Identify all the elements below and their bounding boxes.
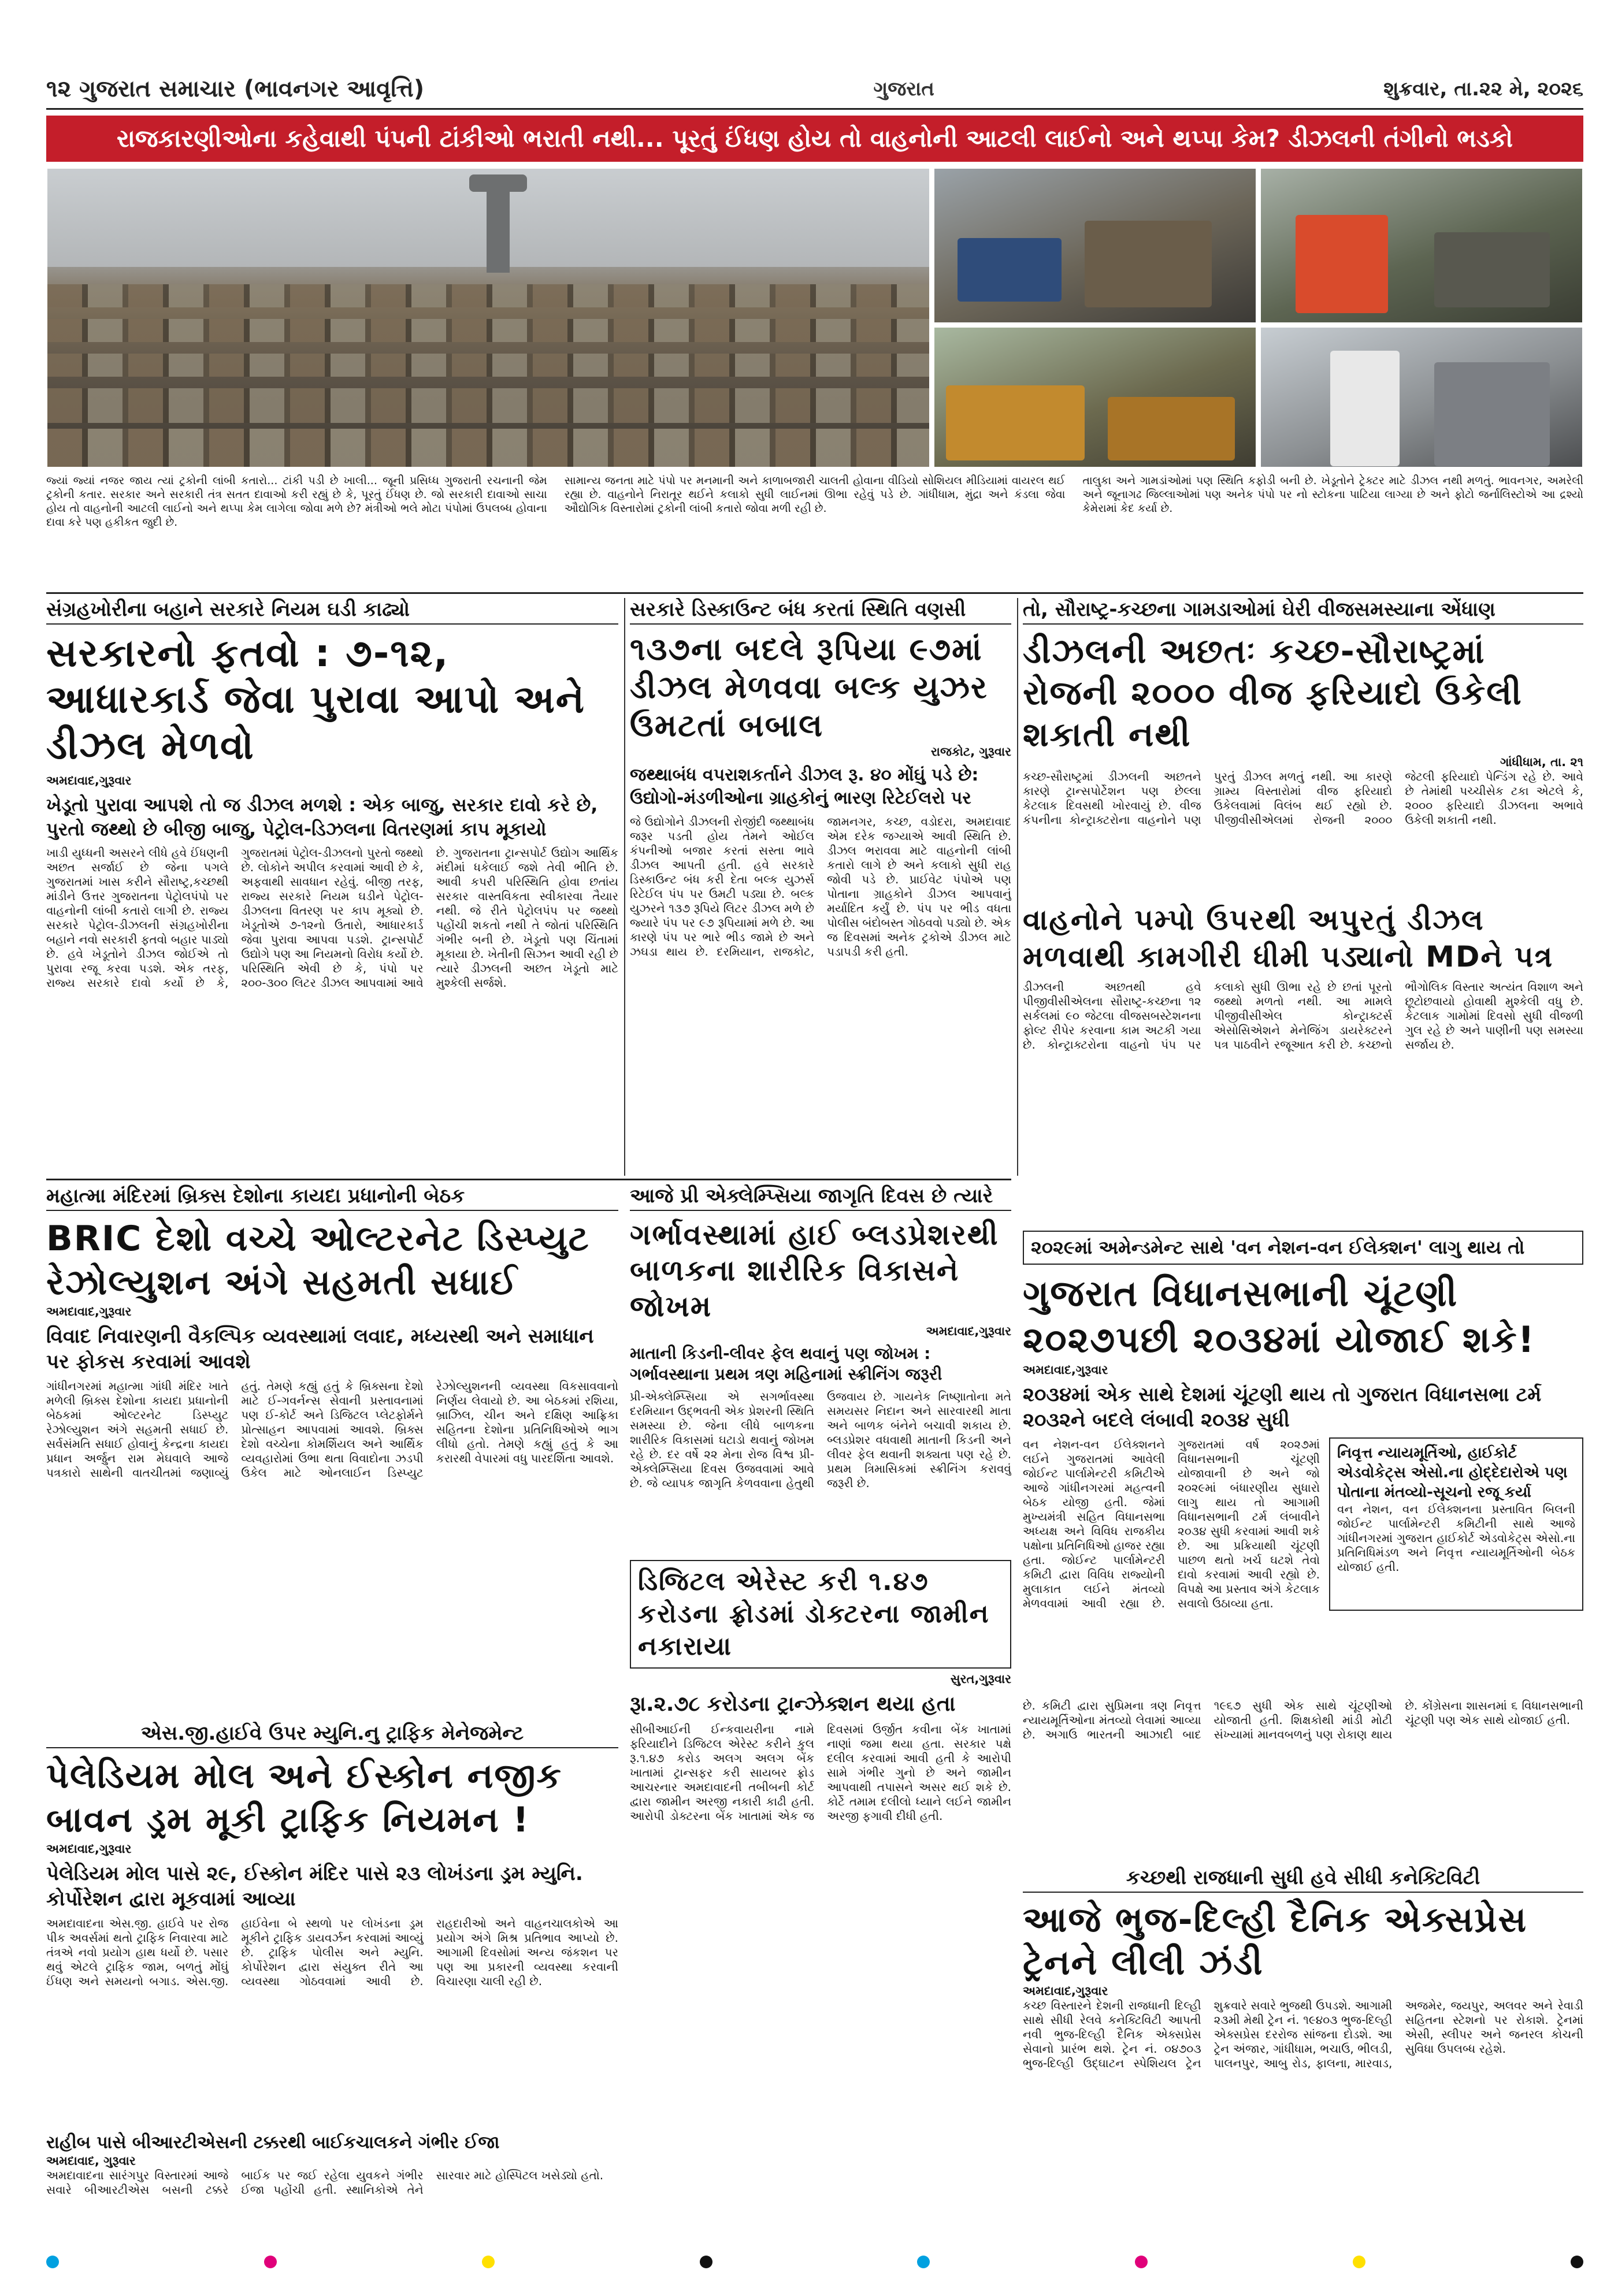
kicker: તો, સૌરાષ્ટ્ર-કચ્છના ગામડાઓમાં ઘેરી વીજસમસ્યાના એંધાણ: [1023, 598, 1583, 625]
black-mark-icon: [700, 2256, 712, 2268]
side-box-body: વન નેશન, વન ઈલેક્શનના પ્રસ્તાવિત બિલની જોઈન્ટ પાર્લામેન્ટરી કમિટીની સાથે આજે ગાંધીનગરમાં ગુજરાત હાઈકોર્ટ એડવોકેટ્સ એસો.ના પ્રતિનિધિમંડળ અને નિવૃત્ત ન્યાયમૂર્તિઓની બેઠક યોજાઈ હતી.: [1337, 1502, 1575, 1574]
print-registration-marks: [46, 2253, 1583, 2271]
black-mark-icon: [1571, 2256, 1583, 2268]
subheadline: જથ્થાબંધ વપરાશકર્તાને ડીઝલ રૂ. ૪૦ મોંઘું પડે છે: ઉદ્યોગો-મંડળીઓના ગ્રાહકોનું ભારણ રિટેઈલરો પર: [630, 765, 979, 808]
fuel-pump-photo: [1260, 326, 1583, 468]
kicker: કચ્છથી રાજધાની સુધી હવે સીધી કનેક્ટિવિટી: [1023, 1866, 1583, 1893]
dateline: સુરત,ગુરૂવાર: [950, 1672, 1011, 1686]
headline: વાહનોને પમ્પો ઉપરથી અપુરતું ડીઝલ મળવાથી કામગીરી ધીમી પડ્યાનો MDને પત્ર: [1023, 903, 1554, 974]
headline: ડીઝલની અછતઃ કચ્છ-સૌરાષ્ટ્રમાં રોજની ૨૦૦૦ વીજ ફરિયાદો ઉકેલી શકાતી નથી: [1023, 631, 1523, 754]
magenta-mark-icon: [1135, 2256, 1148, 2268]
article-sg-highway: [46, 1722, 618, 2126]
article-continuation: [1023, 1699, 1583, 1860]
trucks-queue-photo: [46, 168, 930, 468]
article-md-letter: [1023, 901, 1583, 1225]
article-body: જે ઉદ્યોગોને ડીઝલની રોજીંદી જથ્થાબંધ જરૂર પડતી હોય તેમને ઓઈલ કંપનીઓ બજાર કરતાં સસ્તા ભાવે ડીઝલ આપતી હતી. હવે સરકારે ડિસ્કાઉન્ટ બંધ કરી દેતા બલ્ક યુઝર્સ રિટેઈલ પંપ પર ઉમટી પડ્યા છે. બલ્ક યુઝરને ૧૩૭ રૂપિયે લિટર ડીઝલ મળે છે જ્યારે પંપ પર ૯૭ રૂપિયામાં મળે છે. આ કારણે પંપ પર ભારે ભીડ જામે છે અને ઝઘડા થાય છે. દરમિયાન, રાજકોટ, જામનગર, કચ્છ, વડોદરા, અમદાવાદ એમ દરેક જગ્યાએ આવી સ્થિતિ છે. ડીઝલ ભરાવવા માટે વાહનોની લાંબી કતારો લાગે છે અને કલાકો સુધી રાહ જોવી પડે છે. પ્રાઈવેટ પંપોએ પણ પોતાના ગ્રાહકોને ડીઝલ આપવાનું મર્યાદિત કર્યું છે. પંપ પર ભીડ વધતા પોલીસ બંદોબસ્ત ગોઠવવો પડ્યો છે. એક જ દિવસમાં અનેક ટ્રકોએ ડીઝલ માટે પડાપડી કરી હતી.: [630, 815, 1011, 958]
dateline: અમદાવાદ,ગુરૂવાર: [1023, 1984, 1108, 1998]
newspaper-name: ૧૨ ગુજરાત સમાચાર (ભાવનગર આવૃત્તિ): [46, 75, 425, 102]
divider: [46, 1179, 1011, 1180]
kicker: સરકારે ડિસ્કાઉન્ટ બંધ કરતાં સ્થિતિ વણસી: [630, 598, 1011, 625]
article-body: કચ્છ-સૌરાષ્ટ્રમાં ડીઝલની અછતને કારણે ટ્રાન્સપોર્ટેશન પણ છેલ્લા કેટલાક દિવસથી ખોરવાયું છે. વીજ કંપનીના કોન્ટ્રાક્ટરોના વાહનોને પણ પુરતું ડીઝલ મળતું નથી. આ કારણે ગ્રામ્ય વિસ્તારોમાં વીજ ફરિયાદો ઉકેલવામાં વિલંબ થઈ રહ્યો છે. પીજીવીસીએલમાં રોજની ૨૦૦૦ જેટલી ફરિયાદો પેન્ડિંગ રહે છે. આવે છે તેમાંથી પચ્ચીસેક ટકા એટલે કે, ૨૦૦૦ ફરિયાદો ડીઝલના અભાવે ઉકેલી શકાતી નથી.: [1023, 770, 1583, 827]
article-body: ડીઝલની અછતથી હવે પીજીવીસીએલના સૌરાષ્ટ્ર-કચ્છના ૧૨ સર્કલમાં ૯૦ જેટલા વીજસબસ્ટેશનના ફોલ્ટ રીપેર કરવાના કામ અટકી ગયા છે. કોન્ટ્રાક્ટરોના વાહનો પંપ પર કલાકો સુધી ઊભા રહે છે છતાં પૂરતો જથ્થો મળતો નથી. આ મામલે પીજીવીસીએલ કોન્ટ્રાક્ટર્સ એસોસિએશને મેનેજિંગ ડાયરેક્ટરને પત્ર પાઠવીને રજૂઆત કરી છે. કચ્છનો ભૌગોલિક વિસ્તાર અત્યંત વિશાળ અને છૂટોછવાયો હોવાથી મુશ્કેલી વધુ છે. કેટલાક ગામોમાં દિવસો સુધી વીજળી ગુલ રહે છે અને પાણીની પણ સમસ્યા સર્જાય છે.: [1023, 980, 1583, 1052]
truck-line-photo: [933, 326, 1257, 468]
pump-queue-photo-2: [1260, 168, 1583, 324]
dateline: અમદાવાદ,ગુરૂવાર: [46, 1305, 132, 1318]
side-box: [1329, 1437, 1583, 1611]
caption-col-2: સામાન્ય જનતા માટે પંપો પર મનમાની અને કાળાબજારી ચાલતી હોવાના વીડિયો સોશિયલ મીડિયામાં વાયરલ થઈ રહ્યા છે. વાહનોને નિરાતૂર થઈને કલાકો સુધી લાઈનમાં ઊભા રહેવું પડે છે. ગાંધીધામ, મુંદ્રા અને કંડલા જેવા ઔદ્યોગિક વિસ્તારોમાં ટ્રકોની લાંબી કતારો જોવા મળી રહી છે.: [564, 474, 1066, 515]
article-brics: [46, 1184, 618, 1716]
cyan-mark-icon: [917, 2256, 930, 2268]
subheadline: વિવાદ નિવારણની વૈકલ્પિક વ્યવસ્થામાં લવાદ, મધ્યસ્થી અને સમાધાન પર ફોકસ કરવામાં આવશે: [46, 1325, 594, 1373]
article-body: ગાંધીનગરમાં મહાત્મા ગાંધી મંદિર ખાતે મળેલી બ્રિક્સ દેશોના કાયદા પ્રધાનોની બેઠકમાં ઓલ્ટરનેટ ડિસ્પ્યુટ રેઝોલ્યુશન અંગે સહમતી સધાઈ છે. સર્વસંમતિ સધાઈ હોવાનું કેન્દ્રના કાયદા પ્રધાન અર્જુન રામ મેઘવાલે આજે પત્રકારો સાથેની વાતચીતમાં જણાવ્યું હતું. તેમણે કહ્યું હતું કે બ્રિક્સના દેશો માટે ઈ-ગવર્નન્સ સેવાની પ્રસ્તાવનામાં પણ ઈ-કોર્ટ અને ડિજિટલ પ્લેટફોર્મને પ્રોત્સાહન આપવામાં આવશે. બ્રિક્સ દેશો વચ્ચેના કોમર્શિયલ અને આર્થિક વ્યવહારોમાં ઉભા થતા વિવાદોના ઝડપી ઉકેલ માટે ઓનલાઈન ડિસ્પ્યુટ રેઝોલ્યુશનની વ્યવસ્થા વિકસાવવાનો નિર્ણય લેવાયો છે. આ બેઠકમાં રશિયા, બ્રાઝિલ, ચીન અને દક્ષિણ આફ્રિકા સહિતના દેશોના પ્રતિનિધિઓએ ભાગ લીધો હતો. તેમણે કહ્યું હતું કે આ કરારથી વેપારમાં વધુ પારદર્શિતા આવશે.: [46, 1379, 618, 1480]
photo-caption: [46, 474, 1583, 589]
issue-date: શુક્રવાર, તા.૨૨ મે, ૨૦૨૬: [1383, 77, 1583, 101]
article-one-nation-election: [1023, 1231, 1583, 1693]
headline: આજે ભુજ-દિલ્હી દૈનિક એક્સપ્રેસ ટ્રેનને લીલી ઝંડી: [1023, 1900, 1527, 1983]
kicker: આજે પ્રી એક્લેમ્પ્સિયા જાગૃતિ દિવસ છે ત્યારે: [630, 1184, 1011, 1211]
article-body: અમદાવાદના સારંગપુર વિસ્તારમાં આજે સવારે બીઆરટીએસ બસની ટક્કરે બાઈક પર જઈ રહેલા યુવકને ગંભીર ઈજા પહોંચી હતી. સ્થાનિકોએ તેને સારવાર માટે હોસ્પિટલ ખસેડ્યો હતો.: [46, 2168, 604, 2197]
article-body: ખાડી યુધ્ધની અસરને લીધે હવે ઈંધણની અછત સર્જાઈ છે જેના પગલે ગુજરાતમાં ખાસ કરીને સૌરાષ્ટ્ર,કચ્છથી માંડીને ઉત્તર ગુજરાતના પેટ્રોલપંપો પર વાહનોની લાંબી કતારો લાગી છે. રાજ્ય સરકારે પેટ્રોલ-ડીઝલની સંગ્રહખોરીના બહાને નવો સરકારી ફતવો બહાર પાડ્યો છે. હવે ખેડૂતોને ડીઝલ જોઈએ તો પુરાવા રજૂ કરવા પડશે. એક તરફ, રાજ્ય સરકારે દાવો કર્યો છે કે, ગુજરાતમાં પેટ્રોલ-ડીઝલનો પુરતો જથ્થો છે. લોકોને અપીલ કરવામાં આવી છે કે, અફવાથી સાવધાન રહેવું. બીજી તરફ, રાજ્ય સરકારે નિયમ ઘડીને પેટ્રોલ-ડીઝલના વિતરણ પર કાપ મૂક્યો છે. ખેડૂતોએ ૭-૧૨નો ઉતારો, આધારકાર્ડ જેવા પુરાવા આપવા પડશે. ટ્રાન્સપોર્ટ ઉદ્યોગે પણ આ નિયમનો વિરોધ કર્યો છે. પરિસ્થિતિ એવી છે કે, પંપો પર ૨૦૦-૩૦૦ લિટર ડીઝલ આપવામાં આવે છે. ગુજરાતના ટ્રાન્સપોર્ટ ઉદ્યોગ આર્થિક મંદીમાં ધકેલાઈ જશે તેવી ભીતિ છે. આવી કપરી પરિસ્થિતિ હોવા છતાંય સરકાર વાસ્તવિકતા સ્વીકારવા તૈયાર નથી. જે રીતે પેટ્રોલપંપ પર જથ્થો પહોંચી શકતો નથી તે જોતાં પરિસ્થિતિ ગંભીર બની છે. ખેડૂતો પણ ચિંતામાં મૂકાયા છે. ખેતીની સિઝન આવી રહી છે ત્યારે ડીઝલની અછત ખેડૂતો માટે મુશ્કેલી સર્જશે.: [46, 846, 618, 990]
headline: ૧૩૭ના બદલે રૂપિયા ૯૭માં ડીઝલ મેળવવા બલ્ક યુઝર ઉમટતાં બબાલ: [630, 631, 988, 744]
article-body: કચ્છ વિસ્તારને દેશની રાજધાની દિલ્હી સાથે સીધી રેલવે કનેક્ટિવિટી આપતી નવી ભુજ-દિલ્હી દૈનિક એક્સપ્રેસ સેવાનો પ્રારંભ થશે. ટ્રેન નં. ૦૪૭૦૩ ભુજ-દિલ્હી ઉદ્ઘાટન સ્પેશિયલ ટ્રેન શુક્રવારે સવારે ભુજથી ઉપડશે. આગામી ૨૩મી મેથી ટ્રેન નં. ૧૯૪૦૩ ભુજ-દિલ્હી એક્સપ્રેસ દરરોજ સાંજના દોડશે. આ ટ્રેન અંજાર, ગાંધીધામ, ભચાઉ, ભીલડી, પાલનપુર, આબુ રોડ, ફાલના, મારવાડ, અજમેર, જયપુર, અલવર અને રેવાડી સહિતના સ્ટેશનો પર રોકાશે. ટ્રેનમાં એસી, સ્લીપર અને જનરલ કોચની સુવિધા ઉપલબ્ધ રહેશે.: [1023, 1998, 1583, 2070]
top-banner-headline: રાજકારણીઓના કહેવાથી પંપની ટાંકીઓ ભરાતી નથી... પૂરતું ઈંધણ હોય તો વાહનોની આટલી લાઈનો અને થપ્પા કેમ? ડીઝલની તંગીનો ભડકો: [46, 116, 1583, 162]
article-body: વન નેશન-વન ઈલેક્શનને લઈને ગુજરાતમાં આવેલી જોઈન્ટ પાર્લામેન્ટરી કમિટીએ આજે ગાંધીનગરમાં મહત્વની બેઠક યોજી હતી. જેમાં મુખ્યમંત્રી સહિત વિધાનસભા અધ્યક્ષ અને વિવિધ રાજકીય પક્ષોના પ્રતિનિધિઓ હાજર રહ્યા હતા. જોઈન્ટ પાર્લામેન્ટરી કમિટી દ્વારા વિવિધ રાજ્યોની મુલાકાત લઈને મંતવ્યો મેળવવામાં આવી રહ્યા છે. ગુજરાતમાં વર્ષ ૨૦૨૭માં વિધાનસભાની ચૂંટણી યોજાવાની છે અને જો ૨૦૨૯માં બંધારણીય સુધારો લાગુ થાય તો આગામી વિધાનસભાની ટર્મ લંબાવીને ૨૦૩૪ સુધી કરવામાં આવી શકે છે. આ પ્રક્રિયાથી ચૂંટણી પાછળ થતો ખર્ચ ઘટશે તેવો દાવો કરવામાં આવી રહ્યો છે. વિપક્ષે આ પ્રસ્તાવ અંગે કેટલાક સવાલો ઉઠાવ્યા હતા.: [1023, 1437, 1320, 1610]
article-body: સીબીઆઈની ઈન્કવાયરીના નામે ફરિયાદીને ડિજિટલ એરેસ્ટ કરીને કુલ રૂ.૧.૪૭ કરોડ અલગ અલગ બેંક ખાતામાં ટ્રાન્સફર કરી સાયબર ફ્રોડ આચરનાર અમદાવાદની તબીબની કોર્ટ દ્વારા જામીન અરજી નકારી કાઢી હતી. આરોપી ડોક્ટરના બેંક ખાતામાં એક જ દિવસમાં ઉર્જીત કવીના બેંક ખાતામાં નાણાં જમા થયા હતા. સરકાર પક્ષે દલીલ કરવામાં આવી હતી કે આરોપી સામે ગંભીર ગુનો છે અને જામીન આપવાથી તપાસને અસર થઈ શકે છે. કોર્ટે તમામ દલીલો ધ્યાને લઈને જામીન અરજી ફગાવી દીધી હતી.: [630, 1722, 1011, 1823]
kicker: એસ.જી.હાઈવે ઉપર મ્યુનિ.નુ ટ્રાફિક મેનેજમેન્ટ: [46, 1722, 618, 1748]
dateline: અમદાવાદ,ગુરૂવાર: [46, 1842, 132, 1856]
subheadline: ૨૦૩૪માં એક સાથે દેશમાં ચૂંટણી થાય તો ગુજરાત વિધાનસભા ટર્મ ૨૦૩૨ને બદલે લંબાવી ૨૦૩૪ સુધી: [1023, 1383, 1542, 1432]
cyan-mark-icon: [46, 2256, 59, 2268]
article-bulk-diesel: [630, 598, 1011, 1176]
subheadline: ખેડૂતો પુરાવા આપશે તો જ ડીઝલ મળશે : એક બાજુ, સરકાર દાવો કરે છે, પુરતો જથ્થો છે બીજી બાજુ, પેટ્રોલ-ડિઝલના વિતરણમાં કાપ મૂકાયો: [46, 794, 598, 840]
caption-col-3: તાલુકા અને ગામડાંઓમાં પણ સ્થિતિ કફોડી બની છે. ખેડૂતોને ટ્રેક્ટર માટે ડીઝલ નથી મળતું. ભાવનગર, અમરેલી અને જૂનાગઢ જિલ્લાઓમાં પણ અનેક પંપો પર નો સ્ટોકના પાટિયા લાગ્યા છે અને ફોટો જર્નાલિસ્ટોએ આ દ્રશ્યો કેમેરામાં કેદ કર્યા છે.: [1082, 474, 1584, 515]
magenta-mark-icon: [264, 2256, 277, 2268]
subheadline: પેલેડિયમ મોલ પાસે ૨૯, ઈસ્કોન મંદિર પાસે ૨૩ લોખંડના ડ્રમ મ્યુનિ. કોર્પોરેશન દ્વારા મૂકવામાં આવ્યા: [46, 1862, 583, 1911]
article-body: પ્રી-એક્લેમ્પ્સિયા એ સગર્ભાવસ્થા દરમિયાન ઉદ્ભવતી એક પ્રેશરની સ્થિતિ સમસ્યા છે. જેના લીધે બાળકના શારીરિક વિકાસમાં ઘટાડો થવાનું જોખમ રહે છે. દર વર્ષે ૨૨ મેના રોજ વિશ્વ પ્રી-એક્લેમ્પ્સિયા દિવસ ઉજવવામાં આવે છે. જે વ્યાપક જાગૃતિ કેળવવાના હેતુથી ઉજવાય છે. ગાયનેક નિષ્ણાતોના મતે સમયસર નિદાન અને સારવારથી માતા અને બાળક બંનેને બચાવી શકાય છે. બ્લડપ્રેશર વધવાથી માતાની કિડની અને લીવર ફેલ થવાની શક્યતા પણ રહે છે. પ્રથમ ત્રિમાસિકમાં સ્ક્રીનિંગ કરાવવું જરૂરી છે.: [630, 1390, 1011, 1490]
article-body: અમદાવાદના એસ.જી. હાઈવે પર રોજ પીક અવર્સમાં થતો ટ્રાફિક નિવારવા માટે તંત્રએ નવો પ્રયોગ હાથ ધર્યો છે. પસાર થવું એટલે ટ્રાફિક જામ, બળતું મોંઘું ઈંધણ અને સમયનો બગાડ. એસ.જી. હાઈવેના બે સ્થળો પર લોખંડના ડ્રમ મૂકીને ટ્રાફિક ડાયવર્ઝન કરવામાં આવ્યું છે. ટ્રાફિક પોલીસ અને મ્યુનિ. કોર્પોરેશન દ્વારા સંયુક્ત રીતે આ વ્યવસ્થા ગોઠવવામાં આવી છે. રાહદારીઓ અને વાહનચાલકોએ આ પ્રયોગ અંગે મિશ્ર પ્રતિભાવ આપ્યો છે. આગામી દિવસોમાં અન્ય જંકશન પર પણ આ પ્રકારની વ્યવસ્થા કરવાની વિચારણા ચાલી રહી છે.: [46, 1916, 618, 1988]
article-brts-accident: [46, 2132, 618, 2242]
section-name: ગુજરાત: [873, 77, 934, 101]
caption-col-1: જ્યાં જ્યાં નજર જાય ત્યાં ટ્રકોની લાંબી કતારો... ટાંકી પડી છે ખાલી... જૂની પ્રસિધ્ધ ગુજરાતી રચનાની જેમ ટ્રકોની કતાર. સરકાર અને સરકારી તંત્ર સતત દાવાઓ કરી રહ્યું છે કે, પૂરતું ઈંધણ છે. જો સરકારી દાવાઓ સાચા હોય તો વાહનોની આટલી લાઈનો અને થપ્પા કેમ લાગેલા જોવા મળે છે? મંત્રીઓ ભલે મોટા પંપોમાં ઉપલબ્ધ હોવાના દાવા કરે પણ હકીકત જુદી છે.: [46, 474, 547, 529]
headline: રાહીબ પાસે બીઆરટીએસની ટક્કરથી બાઈકચાલકને ગંભીર ઈજા: [46, 2132, 500, 2153]
masthead: [46, 69, 1583, 110]
dateline: અમદાવાદ, ગુરૂવાર: [46, 2154, 136, 2168]
pump-queue-photo-1: [933, 168, 1257, 324]
article-power-complaints: [1023, 598, 1583, 898]
kicker: ૨૦૨૯માં અમેન્ડમેન્ટ સાથે 'વન નેશન-વન ઈલેક્શન' લાગુ થાય તો: [1023, 1231, 1583, 1265]
headline: ગુજરાત વિધાનસભાની ચૂંટણી ૨૦૨૭પછી ૨૦૩૪માં યોજાઈ શકે!: [1023, 1272, 1535, 1361]
headline: ડિજિટલ એરેસ્ટ કરી ૧.૪૭ કરોડના ફ્રોડમાં ડોક્ટરના જામીન નકારાયા: [630, 1560, 1011, 1669]
headline: સરકારનો ફતવો : ૭-૧૨, આધારકાર્ડ જેવા પુરાવા આપો અને ડીઝલ મેળવો: [46, 631, 585, 768]
article-diesel-proof: [46, 598, 618, 1176]
dateline: ગાંધીધામ, તા. ૨૧: [1500, 755, 1583, 769]
kicker: સંગ્રહખોરીના બહાને સરકારે નિયમ ઘડી કાઢ્યો: [46, 598, 618, 625]
dateline: અમદાવાદ,ગુરૂવાર: [926, 1324, 1011, 1338]
article-bhuj-delhi-train: [1023, 1866, 1583, 2242]
article-digital-arrest: [630, 1560, 1011, 2242]
headline: BRIC દેશો વચ્ચે ઓલ્ટરનેટ ડિસ્પ્યુટ રેઝોલ્યુશન અંગે સહમતી સધાઈ: [46, 1218, 590, 1303]
side-box-headline: નિવૃત્ત ન્યાયમૂર્તિઓ, હાઈકોર્ટ એડવોકેટ્સ એસો.ના હોદ્દેદારોએ પણ પોતાના મંતવ્યો-સૂચનો રજૂ કર્યા: [1337, 1444, 1568, 1501]
article-body: છે. કમિટી દ્વારા સુપ્રિમના ત્રણ નિવૃત્ત ન્યાયમૂર્તિઓના મંતવ્યો લેવામાં આવ્યા છે. અગાઉ ભારતની આઝાદી બાદ ૧૯૬૭ સુધી એક સાથે ચૂંટણીઓ યોજાતી હતી. શિક્ષકોથી માંડી મોટી સંખ્યામાં માનવબળનું પણ રોકાણ થાય છે. કોંગ્રેસના શાસનમાં ૬ વિધાનસભાની ચૂંટણી પણ એક સાથે યોજાઈ હતી.: [1023, 1699, 1583, 1741]
column-rule: [1017, 598, 1018, 1176]
subheadline: રૂા.૨.૭૮ કરોડના ટ્રાન્ઝેક્શન થયા હતા: [630, 1692, 956, 1716]
headline: પેલેડિયમ મોલ અને ઈસ્કોન નજીક બાવન ડ્રમ મૂકી ટ્રાફિક નિયમન !: [46, 1756, 562, 1840]
yellow-mark-icon: [1353, 2256, 1365, 2268]
headline: ગર્ભાવસ્થામાં હાઈ બ્લડપ્રેશરથી બાળકના શારીરિક વિકાસને જોખમ: [630, 1218, 999, 1323]
dateline: અમદાવાદ,ગુરૂવાર: [1023, 1363, 1108, 1377]
divider: [46, 592, 1583, 594]
article-pre-eclampsia: [630, 1184, 1011, 1554]
dateline: અમદાવાદ,ગુરૂવાર: [46, 774, 132, 787]
dateline: રાજકોટ, ગુરૂવાર: [930, 745, 1011, 759]
yellow-mark-icon: [482, 2256, 495, 2268]
subheadline: માતાની કિડની-લીવર ફેલ થવાનું પણ જોખમ : ગર્ભાવસ્થાના પ્રથમ ત્રણ મહિનામાં સ્ક્રીનિંગ જરૂરી: [630, 1344, 942, 1384]
kicker: મહાત્મા મંદિરમાં બ્રિક્સ દેશોના કાયદા પ્રધાનોની બેઠક: [46, 1184, 618, 1211]
column-rule: [624, 598, 625, 1176]
